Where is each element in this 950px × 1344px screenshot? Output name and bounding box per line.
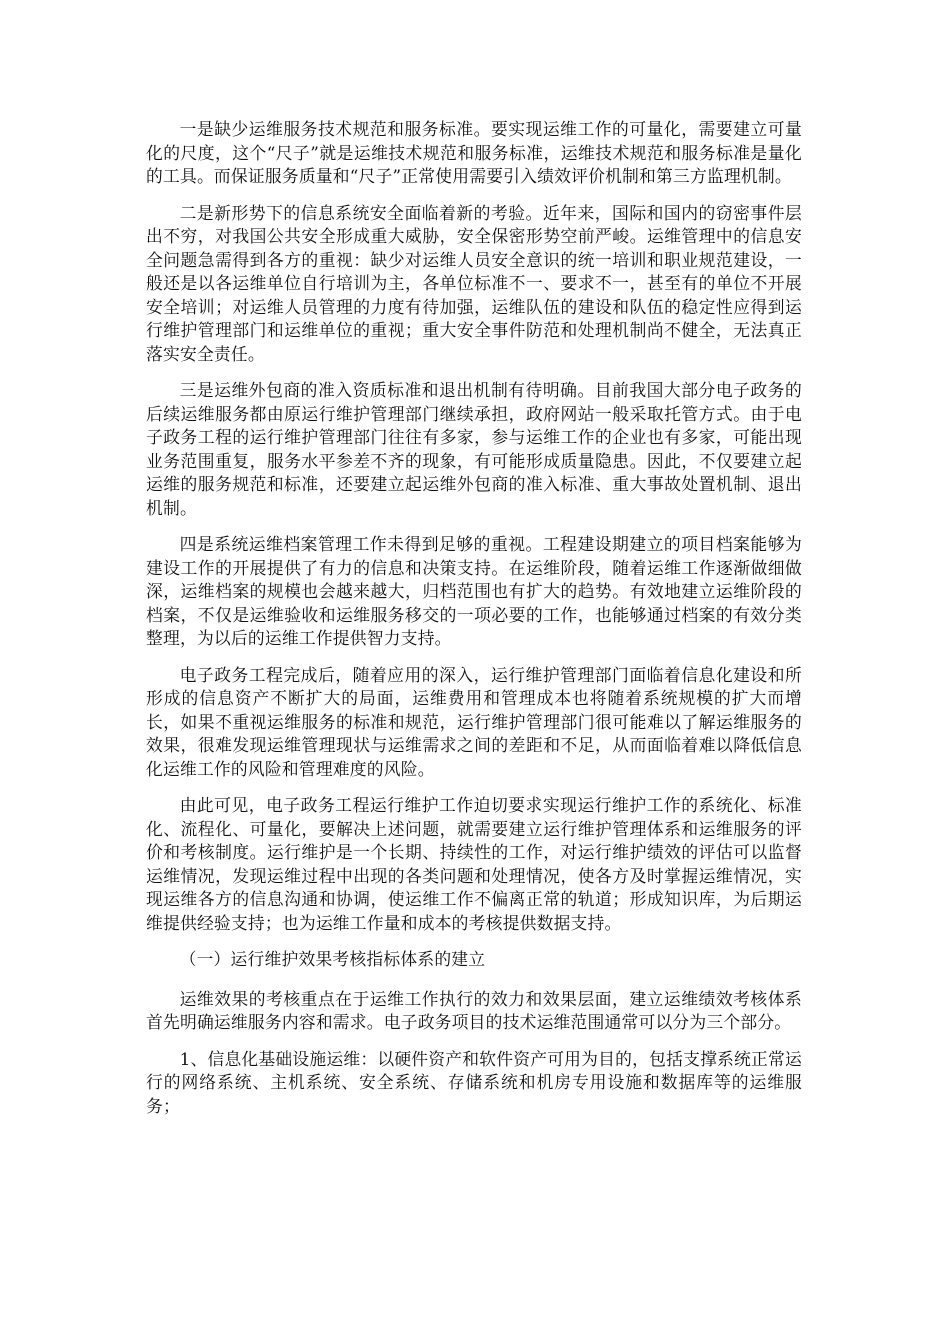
document-body xyxy=(146,118,802,1131)
paragraph-infrastructure-ops: 1、信息化基础设施运维：以硬件资产和软件资产可用为目的，包括支撑系统正常运行的网络系统、主机系统、安全系统、存储系统和机房专用设施和数据库等的运维服务； xyxy=(146,1048,802,1116)
paragraph-archive-management: 四是系统运维档案管理工作未得到足够的重视。工程建设期建立的项目档案能够为建设工作的开展提供了有力的信息和决策支持。在运维阶段，随着运维工作逐渐做细做深，运维档案的规模也会越来越大，归档范围也有扩大的趋势。有效地建立运维阶段的档案，不仅是运维验收和运维服务移交的一项必要的工作，也能够通过档案的有效分类整理，为以后的运维工作提供智力支持。 xyxy=(146,534,802,648)
paragraph-lack-of-standards: 一是缺少运维服务技术规范和服务标准。要实现运维工作的可量化，需要建立可量化的尺度，这个“尺子”就是运维技术规范和服务标准，运维技术规范和服务标准是量化的工具。而保证服务质量和“尺子”正常使用需要引入绩效评价机制和第三方监理机制。 xyxy=(146,119,802,186)
section-heading: （一）运行维护效果考核指标体系的建立 xyxy=(179,949,486,969)
paragraph-outsourcing-qualification: 三是运维外包商的准入资质标准和退出机制有待明确。目前我国大部分电子政务的后续运维服务都由原运行维护管理部门继续承担，政府网站一般采取托管方式。由于电子政务工程的运行维护管理部门往往有多家，参与运维工作的企业也有多家，可能出现业务范围重复，服务水平参差不齐的现象，有可能形成质量隐患。因此，不仅要建立起运维的服务规范和标准，还要建立起运维外包商的准入标准、重大事故处置机制、退出机制。 xyxy=(146,380,802,518)
paragraph-conclusion: 由此可见，电子政务工程运行维护工作迫切要求实现运行维护工作的系统化、标准化、流程化、可量化，要解决上述问题，就需要建立运行维护管理体系和运维服务的评价和考核制度。运行维护是一个长期、持续性的工作，对运行维护绩效的评估可以监督运维情况，发现运维过程中出现的各类问题和处理情况，使各方及时掌握运维情况，实现运维各方的信息沟通和协调，使运维工作不偏离正常的轨道；形成知识库，为后期运维提供经验支持；也为运维工作量和成本的考核提供数据支持。 xyxy=(146,795,802,933)
paragraph-security-challenges: 二是新形势下的信息系统安全面临着新的考验。近年来，国际和国内的窃密事件层出不穷，对我国公共安全形成重大威胁，安全保密形势空前严峻。运维管理中的信息安全问题急需得到各方的重视：缺少对运维人员安全意识的统一培训和职业规范建设，一般还是以各运维单位自行培训为主，各单位标准不一、要求不一，甚至有的单位不开展安全培训；对运维人员管理的力度有待加强，运维队伍的建设和队伍的稳定性应得到运行维护管理部门和运维单位的重视；重大安全事件防范和处理机制尚不健全，无法真正落实安全责任。 xyxy=(146,202,802,364)
paragraph-after-completion: 电子政务工程完成后，随着应用的深入，运行维护管理部门面临着信息化建设和所形成的信息资产不断扩大的局面，运维费用和管理成本也将随着系统规模的扩大而增长，如果不重视运维服务的标准和规范，运行维护管理部门很可能难以了解运维服务的效果，很难发现运维管理现状与运维需求之间的差距和不足，从而面临着难以降低信息化运维工作的风险和管理难度的风险。 xyxy=(146,664,802,779)
paragraph-assessment-focus: 运维效果的考核重点在于运维工作执行的效力和效果层面，建立运维绩效考核体系首先明确运维服务内容和需求。电子政务项目的技术运维范围通常可以分为三个部分。 xyxy=(146,988,802,1032)
